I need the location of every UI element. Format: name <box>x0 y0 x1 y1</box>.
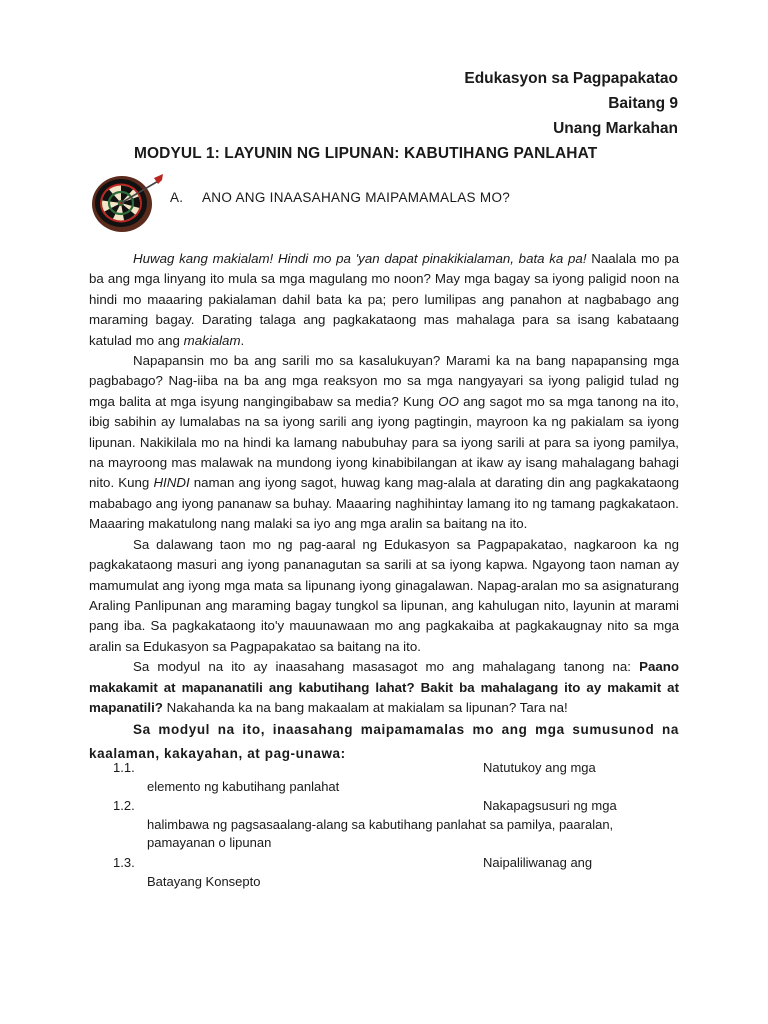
section-a-label: A. <box>170 190 184 205</box>
p1-italic-quote: Huwag kang makialam! Hindi mo pa 'yan dapat pinakikialaman, bata ka pa! <box>133 251 587 266</box>
objective-head: Naipaliliwanag ang <box>483 855 593 870</box>
objective-item <box>113 798 673 855</box>
objective-continuation: Batayang Konsepto <box>147 874 261 889</box>
dartboard-icon <box>88 168 168 234</box>
section-a-title: ANO ANG INAASAHANG MAIPAMAMALAS MO? <box>202 190 511 205</box>
objective-item <box>113 855 673 893</box>
objective-number: 1.1. <box>113 760 135 775</box>
objective-continuation: halimbawa ng pagsasaalang-alang sa kabutihang panlahat sa pamilya, paaralan, <box>147 817 614 832</box>
p4-text-c: Nakahanda ka na bang makaalam at makialam sa lipunan? Tara na! <box>162 699 568 715</box>
p1-italic-word: makialam <box>183 332 241 348</box>
p2-italic-oo: OO <box>438 393 459 409</box>
p2-italic-hindi: HINDI <box>153 475 190 491</box>
p4-text-a: Sa modyul na ito ay inaasahang masasagot mo ang mahalagang tanong na: <box>133 659 640 675</box>
paragraph-4 <box>89 657 679 718</box>
objective-continuation: elemento ng kabutihang panlahat <box>147 779 340 794</box>
objective-head: Natutukoy ang mga <box>483 760 596 775</box>
objectives-list <box>113 760 673 893</box>
section-a-heading <box>170 190 510 205</box>
objective-head: Nakapagsusuri ng mga <box>483 798 617 813</box>
body-text <box>89 249 679 766</box>
grade-heading: Baitang 9 <box>608 95 678 112</box>
p1-end: . <box>240 332 245 348</box>
p2-text-c: naman ang iyong sagot, huwag kang mag-alala at darating din ang pagkakataong mababago ang iyong pananaw sa buhay. Maaaring naghihintay lamang ito ng tamang pagkakataon. Maaaring makatulong nang malaki sa iyo ang mga aralin sa baitang na ito. <box>89 475 679 532</box>
quarter-heading: Unang Markahan <box>553 120 678 137</box>
paragraph-2 <box>89 351 679 535</box>
p2-text-a: Napapansin mo ba ang sarili mo sa kasalukuyan? Marami ka na bang napapansing mga pagbabago? Nag-iiba na ba ang mga reaksyon mo sa mga nangyayari sa iyong paligid tulad ng mga balita at mga isyung nangingibabaw sa media? Kung <box>89 353 679 409</box>
subject-heading: Edukasyon sa Pagpapakatao <box>464 70 678 87</box>
objectives-intro: Sa modyul na ito, inaasahang maipamamalas mo ang mga sumusunod na kaalaman, kakayahan, at pag-unawa: <box>89 722 679 762</box>
p2-text-b: ang sagot mo sa mga tanong na ito, ibig sabihin ay lumalabas na sa iyong sarili ang iyong pagtingin, mayroon ka ng pakialam sa iyong lipunan. Nakikilala mo na hindi ka lamang nabubuhay para sa iyong sarili at para sa iyong pamilya, na mayroong mas malawak na mundong iyong kinabibilangan at ikaw ay isang mahalagang bahagi nito. Kung <box>89 393 679 491</box>
paragraph-3: Sa dalawang taon mo ng pag-aaral ng Edukasyon sa Pagpapakatao, nagkaroon ka ng pagkakataong masuri ang iyong pananagutan sa sarili at sa iyong kapwa. Ngayong taon naman ay mamumulat ang iyong mga mata sa lipunang iyong ginagalawan. Napag-aralan mo sa asignaturang Araling Panlipunan ang maraming bagay tungkol sa lipunan, ang kahulugan nito, layunin at marami pang iba. Sa pagkakataong ito'y mauunawaan mo ang pagkakaiba at pagkakaugnay nito sa mga aralin sa Edukasyon sa Pagpapakatao sa baitang na ito. <box>89 536 679 654</box>
paragraph-1 <box>89 249 679 351</box>
p1-text: Naalala mo pa ba ang mga linyang ito mula sa mga magulang mo noon? May mga bagay sa iyong paligid noon na hindi mo maaaring pakialaman dahil bata ka pa; pero lumilipas ang panahon at nagbabago ang maraming bagay. Darating talaga ang pagkakataong mas mahalaga para sa isang kabataang katulad mo ang <box>89 251 680 348</box>
objective-number: 1.2. <box>113 798 135 813</box>
module-title: MODYUL 1: LAYUNIN NG LIPUNAN: KABUTIHANG PANLAHAT <box>134 145 598 162</box>
objective-item <box>113 760 673 798</box>
p4-bold-question: Paano makakamit at mapananatili ang kabutihang lahat? Bakit ba mahalagang ito ay makamit at mapanatili? <box>89 659 679 715</box>
objective-continuation: pamayanan o lipunan <box>147 835 272 850</box>
objective-number: 1.3. <box>113 855 135 870</box>
